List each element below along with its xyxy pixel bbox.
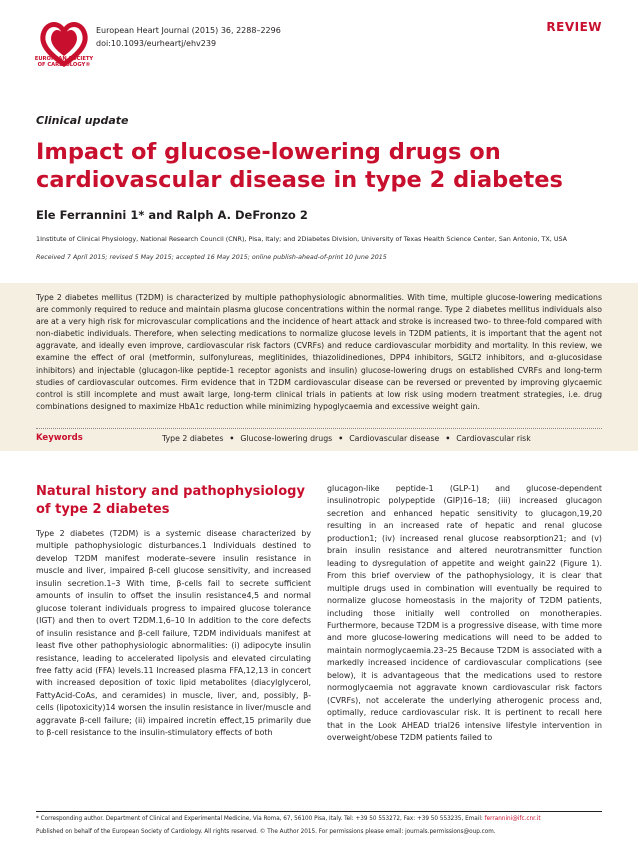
footer-divider	[36, 811, 602, 812]
affiliations: 1Institute of Clinical Physiology, National Research Council (CNR), Pisa, Italy; and 2Diabetes Division, University of Texas Health Science Center, San Antonio, TX, USA	[36, 235, 568, 243]
keyword-bullet: •	[338, 434, 344, 443]
body-column-left	[36, 528, 311, 740]
email-link[interactable]: ferrannini@ifc.cnr.it	[484, 816, 541, 822]
abstract-text: Type 2 diabetes mellitus (T2DM) is characterized by multiple pathophysiologic abnormalities. With time, multiple glucose-lowering medications are commonly required to reduce and maintain plasma glucose concentrations within the normal range. Type 2 diabetes mellitus individuals also are at a very high risk for microvascular complications and the incidence of heart attack and stroke is increased two- to three-fold compared with non-diabetic individuals. Therefore, when selecting medications to normalize glucose levels in T2DM patients, it is important that the agent not aggravate, and ideally even improve, cardiovascular risk factors (CVRFs) and reduce cardiovascular morbidity and mortality. In this review, we examine the effect of oral (metformin, sulfonylureas, meglitinides, thiazolidinediones, DPP4 inhibitors, SGLT2 inhibitors, and α-glucosidase inhibitors) and injectable (glucagon-like peptide-1 receptor agonists and insulin) glucose-lowering drugs on established CVRFs and long-term studies of cardiovascular outcomes. Firm evidence that in T2DM cardiovascular disease can be reversed or prevented by improving glycaemic control is still incomplete and must await large, long-term clinical trials in patients at low risk using modern treatment strategies, i.e. drug combinations designed to maximize HbA1c reduction while minimizing hypoglycaemia and excessive weight gain.	[36, 293, 602, 411]
body-column-right	[327, 483, 602, 745]
esc-heart-logo	[36, 16, 92, 94]
section-heading: Natural history and pathophysiology of type 2 diabetes	[36, 484, 305, 517]
journal-citation	[96, 24, 281, 50]
keywords-divider	[36, 428, 602, 429]
authors: Ele Ferrannini 1* and Ralph A. DeFronzo 2	[36, 208, 308, 222]
keywords-list	[162, 434, 531, 443]
section-label: Clinical update	[36, 114, 129, 127]
article-title: Impact of glucose-lowering drugs on cardiovascular disease in type 2 diabetes	[36, 139, 563, 193]
publisher-note: Published on behalf of the European Society of Cardiology. All rights reserved. © The Author 2015. For permissions please email: journals.permissions@oup.com.	[36, 829, 496, 835]
keyword-item[interactable]: Cardiovascular disease	[349, 434, 440, 443]
body-paragraph: Type 2 diabetes (T2DM) is a systemic disease characterized by multiple pathophysiologic disturbances.1 Individuals destined to develop T2DM manifest moderate–severe insulin resistance in muscle and liver, impaired β-cell glucose sensitivity, and increased insulin secretion.1–3 With time, β-cells fail to secrete sufficient amounts of insulin to offset the insulin resistance4,5 and normal glucose tolerant individuals progress to impaired glucose tolerance (IGT) and then to overt T2DM.1,6–10 In addition to the core defects of insulin resistance and β-cell failure, T2DM individuals manifest at least five other pathophysiologic abnormalities: (i) adipocyte insulin resistance, leading to accelerated lipolysis and elevated circulating free fatty acid (FFA) levels.11 Increased plasma FFA,12,13 in concert with increased deposition of toxic lipid metabolites (diacylglycerol, FattyAcid-CoAs, and ceramides) in muscle, liver, and, possibly, β-cells (lipotoxicity)14 worsen the insulin resistance in liver/muscle and aggravate β-cell failure; (ii) impaired incretin effect,15 primarily due to β-cell resistance to the insulin-stimulatory effects of both	[36, 529, 311, 738]
article-type-badge: REVIEW	[546, 20, 602, 34]
keyword-item[interactable]: Glucose-lowering drugs	[240, 434, 333, 443]
keyword-bullet: •	[229, 434, 235, 443]
doi[interactable]: doi:10.1093/eurheartj/ehv239	[96, 39, 217, 48]
body-paragraph: glucagon-like peptide-1 (GLP-1) and glucose-dependent insulinotropic polypeptide (GIP)16–18; (iii) increased glucagon secretion and enhanced hepatic sensitivity to glucagon,19,20 resulting in an increased rate of hepatic and renal glucose production1; (iv) increased renal glucose reabsorption21; and (v) brain insulin resistance and altered neurotransmitter function leading to dysregulation of appetite and weight gain22 (Figure 1). From this brief overview of the pathophysiology, it is clear that multiple drugs used in combination will eventually be required to normalize glucose homeostasis in the majority of T2DM patients, including those initially well controlled on monotherapies. Furthermore, because T2DM is a progressive disease, with time more and more glucose-lowering medications will need to be added to maintain normoglycaemia.23–25 Because T2DM is associated with a markedly increased incidence of cardiovascular complications (see below), it is advantageous that the medications used to restore normoglycaemia not aggravate known cardiovascular risk factors (CVRFs), not accelerate the underlying atherogenic process and, optimally, reduce cardiovascular risk. It is pertinent to recall here that in the Look AHEAD trial26 intensive lifestyle intervention in overweight/obese T2DM patients failed to	[327, 484, 602, 743]
keywords-label: Keywords	[36, 433, 83, 443]
keyword-bullet: •	[445, 434, 451, 443]
journal-line: European Heart Journal (2015) 36, 2288–2296	[96, 26, 281, 35]
corresponding-author-note	[36, 815, 606, 824]
received-dates: Received 7 April 2015; revised 5 May 2015; accepted 16 May 2015; online publish-ahead-of-print 10 June 2015	[36, 254, 387, 261]
esc-logo-text: EUROPEAN SOCIETY OF CARDIOLOGY®	[34, 56, 94, 68]
keyword-item[interactable]: Type 2 diabetes	[162, 434, 224, 443]
keyword-item[interactable]: Cardiovascular risk	[456, 434, 531, 443]
corresponding-text: * Corresponding author. Department of Clinical and Experimental Medicine, Via Roma, 67, 56100 Pisa, Italy. Tel: +39 50 553272, Fax: +39 50 553235, Email:	[36, 816, 483, 822]
